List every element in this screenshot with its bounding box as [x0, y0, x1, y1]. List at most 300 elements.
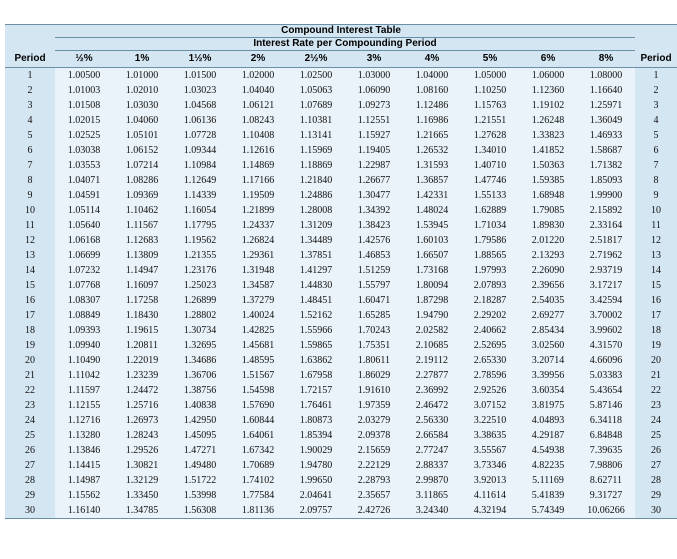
factor-cell: 1.26677 [345, 173, 403, 188]
factor-cell: 2.56330 [403, 413, 461, 428]
factor-cell: 1.48024 [403, 203, 461, 218]
factor-cell: 1.26248 [519, 113, 577, 128]
factor-cell: 1.60103 [403, 233, 461, 248]
factor-cell: 1.99650 [287, 473, 345, 488]
period-cell-left: 17 [5, 308, 55, 323]
period-cell-left: 30 [5, 503, 55, 519]
factor-cell: 1.33450 [113, 488, 171, 503]
factor-cell: 1.60844 [229, 413, 287, 428]
factor-cell: 1.74102 [229, 473, 287, 488]
factor-cell: 1.45681 [229, 338, 287, 353]
factor-cell: 1.06152 [113, 143, 171, 158]
factor-cell: 2.88337 [403, 458, 461, 473]
table-row [5, 293, 677, 308]
factor-cell: 1.38756 [171, 383, 229, 398]
factor-cell: 1.48595 [229, 353, 287, 368]
factor-cell: 1.11567 [113, 218, 171, 233]
table-row [5, 218, 677, 233]
table-row [5, 353, 677, 368]
factor-cell: 1.05101 [113, 128, 171, 143]
period-cell-right: 22 [635, 383, 677, 398]
period-cell-right: 9 [635, 188, 677, 203]
period-cell-left: 9 [5, 188, 55, 203]
factor-cell: 1.09369 [113, 188, 171, 203]
factor-cell: 1.11597 [55, 383, 113, 398]
factor-cell: 2.78596 [461, 368, 519, 383]
period-cell-right: 8 [635, 173, 677, 188]
factor-cell: 3.24340 [403, 503, 461, 519]
factor-cell: 1.88565 [461, 248, 519, 263]
compound-interest-table [5, 24, 677, 519]
factor-cell: 4.32194 [461, 503, 519, 519]
factor-cell: 1.14947 [113, 263, 171, 278]
factor-cell: 1.52162 [287, 308, 345, 323]
table-row [5, 233, 677, 248]
factor-cell: 1.48451 [287, 293, 345, 308]
table-row [5, 188, 677, 203]
factor-cell: 1.07728 [171, 128, 229, 143]
factor-cell: 1.62889 [461, 203, 519, 218]
period-cell-left: 7 [5, 158, 55, 173]
period-cell-left: 14 [5, 263, 55, 278]
period-cell-left: 29 [5, 488, 55, 503]
factor-cell: 1.01508 [55, 98, 113, 113]
period-cell-left: 20 [5, 353, 55, 368]
period-cell-right: 25 [635, 428, 677, 443]
factor-cell: 3.20714 [519, 353, 577, 368]
period-header-left: Period [5, 51, 55, 68]
factor-cell: 1.30477 [345, 188, 403, 203]
factor-cell: 1.16640 [577, 83, 635, 98]
factor-cell: 2.71962 [577, 248, 635, 263]
factor-cell: 1.36857 [403, 173, 461, 188]
table-row [5, 428, 677, 443]
factor-cell: 1.10490 [55, 353, 113, 368]
factor-cell: 1.04591 [55, 188, 113, 203]
factor-cell: 1.41852 [519, 143, 577, 158]
factor-cell: 2.35657 [345, 488, 403, 503]
factor-cell: 1.17166 [229, 173, 287, 188]
factor-cell: 1.40838 [171, 398, 229, 413]
rate-header: 1½% [171, 51, 229, 68]
period-cell-left: 21 [5, 368, 55, 383]
factor-cell: 1.19615 [113, 323, 171, 338]
factor-cell: 1.10984 [171, 158, 229, 173]
factor-cell: 1.97993 [461, 263, 519, 278]
period-cell-left: 6 [5, 143, 55, 158]
factor-cell: 1.17795 [171, 218, 229, 233]
factor-cell: 1.87298 [403, 293, 461, 308]
factor-cell: 2.99870 [403, 473, 461, 488]
factor-cell: 1.36706 [171, 368, 229, 383]
factor-cell: 2.93719 [577, 263, 635, 278]
factor-cell: 1.21899 [229, 203, 287, 218]
table-body [5, 68, 677, 519]
factor-cell: 1.05114 [55, 203, 113, 218]
factor-cell: 1.72157 [287, 383, 345, 398]
table-row [5, 413, 677, 428]
factor-cell: 1.10462 [113, 203, 171, 218]
factor-cell: 1.26899 [171, 293, 229, 308]
factor-cell: 1.71382 [577, 158, 635, 173]
period-cell-left: 25 [5, 428, 55, 443]
table-row [5, 278, 677, 293]
factor-cell: 4.66096 [577, 353, 635, 368]
table-row [5, 473, 677, 488]
table-row [5, 488, 677, 503]
period-cell-left: 1 [5, 68, 55, 84]
table-row [5, 158, 677, 173]
factor-cell: 1.09273 [345, 98, 403, 113]
factor-cell: 2.65330 [461, 353, 519, 368]
rate-header: 1% [113, 51, 171, 68]
factor-cell: 1.06136 [171, 113, 229, 128]
factor-cell: 1.21355 [171, 248, 229, 263]
factor-cell: 1.18869 [287, 158, 345, 173]
period-cell-right: 10 [635, 203, 677, 218]
factor-cell: 1.65285 [345, 308, 403, 323]
factor-cell: 1.63862 [287, 353, 345, 368]
factor-cell: 2.04641 [287, 488, 345, 503]
factor-cell: 1.81136 [229, 503, 287, 519]
factor-cell: 2.02582 [403, 323, 461, 338]
factor-cell: 1.90029 [287, 443, 345, 458]
factor-cell: 1.71034 [461, 218, 519, 233]
factor-cell: 1.12551 [345, 113, 403, 128]
factor-cell: 2.92526 [461, 383, 519, 398]
factor-cell: 1.13280 [55, 428, 113, 443]
factor-cell: 1.29526 [113, 443, 171, 458]
period-cell-right: 28 [635, 473, 677, 488]
period-cell-right: 1 [635, 68, 677, 84]
factor-cell: 1.97359 [345, 398, 403, 413]
factor-cell: 1.27628 [461, 128, 519, 143]
factor-cell: 2.51817 [577, 233, 635, 248]
factor-cell: 1.40024 [229, 308, 287, 323]
period-cell-left: 15 [5, 278, 55, 293]
period-cell-right: 14 [635, 263, 677, 278]
factor-cell: 2.27877 [403, 368, 461, 383]
period-cell-right: 16 [635, 293, 677, 308]
factor-cell: 3.22510 [461, 413, 519, 428]
factor-cell: 2.22129 [345, 458, 403, 473]
factor-cell: 3.60354 [519, 383, 577, 398]
factor-cell: 5.41839 [519, 488, 577, 503]
factor-cell: 1.37851 [287, 248, 345, 263]
factor-cell: 1.49480 [171, 458, 229, 473]
factor-cell: 1.26532 [403, 143, 461, 158]
factor-cell: 2.13293 [519, 248, 577, 263]
rate-header: 8% [577, 51, 635, 68]
factor-cell: 1.32129 [113, 473, 171, 488]
factor-cell: 2.18287 [461, 293, 519, 308]
factor-cell: 1.29361 [229, 248, 287, 263]
spacer-right [635, 38, 677, 51]
factor-cell: 1.04060 [113, 113, 171, 128]
factor-cell: 1.10250 [461, 83, 519, 98]
period-cell-left: 28 [5, 473, 55, 488]
factor-cell: 1.40710 [461, 158, 519, 173]
factor-cell: 4.82235 [519, 458, 577, 473]
factor-cell: 1.21551 [461, 113, 519, 128]
factor-cell: 5.43654 [577, 383, 635, 398]
rate-header: 3% [345, 51, 403, 68]
factor-cell: 1.45095 [171, 428, 229, 443]
factor-cell: 1.04071 [55, 173, 113, 188]
period-cell-right: 21 [635, 368, 677, 383]
factor-cell: 1.30821 [113, 458, 171, 473]
factor-cell: 1.07214 [113, 158, 171, 173]
period-cell-left: 16 [5, 293, 55, 308]
factor-cell: 1.12486 [403, 98, 461, 113]
factor-cell: 3.99602 [577, 323, 635, 338]
period-cell-right: 20 [635, 353, 677, 368]
period-cell-right: 24 [635, 413, 677, 428]
factor-cell: 2.15892 [577, 203, 635, 218]
factor-cell: 2.26090 [519, 263, 577, 278]
table-row [5, 173, 677, 188]
factor-cell: 1.80094 [403, 278, 461, 293]
table-row [5, 458, 677, 473]
period-cell-right: 29 [635, 488, 677, 503]
factor-cell: 1.02525 [55, 128, 113, 143]
factor-cell: 1.19562 [171, 233, 229, 248]
table-row [5, 398, 677, 413]
factor-cell: 1.31948 [229, 263, 287, 278]
factor-cell: 1.00500 [55, 68, 113, 84]
factor-cell: 1.42576 [345, 233, 403, 248]
rate-header: 6% [519, 51, 577, 68]
factor-cell: 2.09378 [345, 428, 403, 443]
factor-cell: 1.77584 [229, 488, 287, 503]
factor-cell: 1.22019 [113, 353, 171, 368]
factor-cell: 1.91610 [345, 383, 403, 398]
factor-cell: 1.75351 [345, 338, 403, 353]
factor-cell: 1.64061 [229, 428, 287, 443]
period-cell-right: 19 [635, 338, 677, 353]
factor-cell: 1.02015 [55, 113, 113, 128]
factor-cell: 1.85394 [287, 428, 345, 443]
period-cell-right: 6 [635, 143, 677, 158]
rate-header: 4% [403, 51, 461, 68]
period-cell-right: 26 [635, 443, 677, 458]
factor-cell: 1.02500 [287, 68, 345, 84]
period-cell-left: 5 [5, 128, 55, 143]
factor-cell: 4.29187 [519, 428, 577, 443]
period-cell-right: 13 [635, 248, 677, 263]
factor-cell: 1.34587 [229, 278, 287, 293]
table-row [5, 383, 677, 398]
period-cell-right: 18 [635, 323, 677, 338]
factor-cell: 6.84848 [577, 428, 635, 443]
factor-cell: 4.54938 [519, 443, 577, 458]
factor-cell: 1.70689 [229, 458, 287, 473]
factor-cell: 2.77247 [403, 443, 461, 458]
factor-cell: 1.47746 [461, 173, 519, 188]
factor-cell: 1.55797 [345, 278, 403, 293]
factor-cell: 1.79085 [519, 203, 577, 218]
table-row [5, 248, 677, 263]
factor-cell: 1.05000 [461, 68, 519, 84]
factor-cell: 1.67342 [229, 443, 287, 458]
period-cell-right: 27 [635, 458, 677, 473]
factor-cell: 10.06266 [577, 503, 635, 519]
factor-cell: 1.25716 [113, 398, 171, 413]
factor-cell: 1.13141 [287, 128, 345, 143]
factor-cell: 3.70002 [577, 308, 635, 323]
factor-cell: 1.21665 [403, 128, 461, 143]
period-cell-left: 4 [5, 113, 55, 128]
factor-cell: 7.98806 [577, 458, 635, 473]
factor-cell: 1.25971 [577, 98, 635, 113]
factor-cell: 1.51567 [229, 368, 287, 383]
factor-cell: 3.38635 [461, 428, 519, 443]
factor-cell: 1.25023 [171, 278, 229, 293]
factor-cell: 3.11865 [403, 488, 461, 503]
factor-cell: 1.06121 [229, 98, 287, 113]
factor-cell: 1.36049 [577, 113, 635, 128]
period-cell-left: 23 [5, 398, 55, 413]
factor-cell: 1.28243 [113, 428, 171, 443]
factor-cell: 2.15659 [345, 443, 403, 458]
rate-header: 2% [229, 51, 287, 68]
factor-cell: 1.53945 [403, 218, 461, 233]
factor-cell: 1.28008 [287, 203, 345, 218]
table-row [5, 443, 677, 458]
factor-cell: 1.79586 [461, 233, 519, 248]
period-cell-left: 10 [5, 203, 55, 218]
factor-cell: 2.85434 [519, 323, 577, 338]
period-header-right: Period [635, 51, 677, 68]
factor-cell: 2.33164 [577, 218, 635, 233]
factor-cell: 1.66507 [403, 248, 461, 263]
factor-cell: 1.80873 [287, 413, 345, 428]
factor-cell: 1.55133 [461, 188, 519, 203]
factor-cell: 1.37279 [229, 293, 287, 308]
factor-cell: 1.08307 [55, 293, 113, 308]
factor-cell: 1.14987 [55, 473, 113, 488]
factor-cell: 1.50363 [519, 158, 577, 173]
table-row [5, 263, 677, 278]
factor-cell: 1.34785 [113, 503, 171, 519]
table-row [5, 143, 677, 158]
factor-cell: 3.39956 [519, 368, 577, 383]
factor-cell: 1.09393 [55, 323, 113, 338]
factor-cell: 1.02000 [229, 68, 287, 84]
factor-cell: 3.02560 [519, 338, 577, 353]
table-row [5, 98, 677, 113]
table-row [5, 368, 677, 383]
factor-cell: 1.53998 [171, 488, 229, 503]
factor-cell: 1.85093 [577, 173, 635, 188]
factor-cell: 1.42825 [229, 323, 287, 338]
period-cell-left: 12 [5, 233, 55, 248]
rate-header: 5% [461, 51, 519, 68]
factor-cell: 1.47271 [171, 443, 229, 458]
factor-cell: 1.10381 [287, 113, 345, 128]
period-cell-right: 11 [635, 218, 677, 233]
factor-cell: 1.94790 [403, 308, 461, 323]
factor-cell: 1.01000 [113, 68, 171, 84]
period-cell-right: 5 [635, 128, 677, 143]
factor-cell: 1.01500 [171, 68, 229, 84]
factor-cell: 1.22987 [345, 158, 403, 173]
factor-cell: 5.87146 [577, 398, 635, 413]
factor-cell: 2.10685 [403, 338, 461, 353]
factor-cell: 3.73346 [461, 458, 519, 473]
factor-cell: 1.34392 [345, 203, 403, 218]
factor-cell: 1.42950 [171, 413, 229, 428]
factor-cell: 3.92013 [461, 473, 519, 488]
factor-cell: 1.16097 [113, 278, 171, 293]
factor-cell: 1.16140 [55, 503, 113, 519]
table-subtitle: Interest Rate per Compounding Period [55, 38, 635, 51]
factor-cell: 5.03383 [577, 368, 635, 383]
factor-cell: 1.15969 [287, 143, 345, 158]
factor-cell: 1.23176 [171, 263, 229, 278]
factor-cell: 1.70243 [345, 323, 403, 338]
factor-cell: 1.80611 [345, 353, 403, 368]
period-cell-left: 24 [5, 413, 55, 428]
period-cell-left: 13 [5, 248, 55, 263]
table-row [5, 338, 677, 353]
factor-cell: 1.07768 [55, 278, 113, 293]
factor-cell: 1.46853 [345, 248, 403, 263]
period-cell-left: 19 [5, 338, 55, 353]
factor-cell: 2.39656 [519, 278, 577, 293]
rate-header: 2½% [287, 51, 345, 68]
table-row [5, 323, 677, 338]
factor-cell: 2.42726 [345, 503, 403, 519]
factor-cell: 1.23239 [113, 368, 171, 383]
factor-cell: 1.38423 [345, 218, 403, 233]
factor-cell: 1.59865 [287, 338, 345, 353]
factor-cell: 1.94780 [287, 458, 345, 473]
factor-cell: 1.34010 [461, 143, 519, 158]
factor-cell: 1.46933 [577, 128, 635, 143]
factor-cell: 5.74349 [519, 503, 577, 519]
factor-cell: 1.09940 [55, 338, 113, 353]
factor-cell: 2.46472 [403, 398, 461, 413]
factor-cell: 1.26824 [229, 233, 287, 248]
factor-cell: 2.01220 [519, 233, 577, 248]
factor-cell: 1.59385 [519, 173, 577, 188]
table-row [5, 83, 677, 98]
factor-cell: 1.10408 [229, 128, 287, 143]
factor-cell: 1.12360 [519, 83, 577, 98]
factor-cell: 1.17258 [113, 293, 171, 308]
factor-cell: 1.42331 [403, 188, 461, 203]
period-cell-right: 12 [635, 233, 677, 248]
factor-cell: 1.89830 [519, 218, 577, 233]
factor-cell: 1.30734 [171, 323, 229, 338]
factor-cell: 1.12716 [55, 413, 113, 428]
factor-cell: 1.24472 [113, 383, 171, 398]
factor-cell: 1.03030 [113, 98, 171, 113]
factor-cell: 5.11169 [519, 473, 577, 488]
factor-cell: 1.07689 [287, 98, 345, 113]
factor-cell: 2.07893 [461, 278, 519, 293]
factor-cell: 2.03279 [345, 413, 403, 428]
factor-cell: 1.67958 [287, 368, 345, 383]
factor-cell: 1.02010 [113, 83, 171, 98]
factor-cell: 1.11042 [55, 368, 113, 383]
factor-cell: 2.28793 [345, 473, 403, 488]
factor-cell: 1.12683 [113, 233, 171, 248]
table-row [5, 128, 677, 143]
factor-cell: 1.08000 [577, 68, 635, 84]
factor-cell: 1.99900 [577, 188, 635, 203]
